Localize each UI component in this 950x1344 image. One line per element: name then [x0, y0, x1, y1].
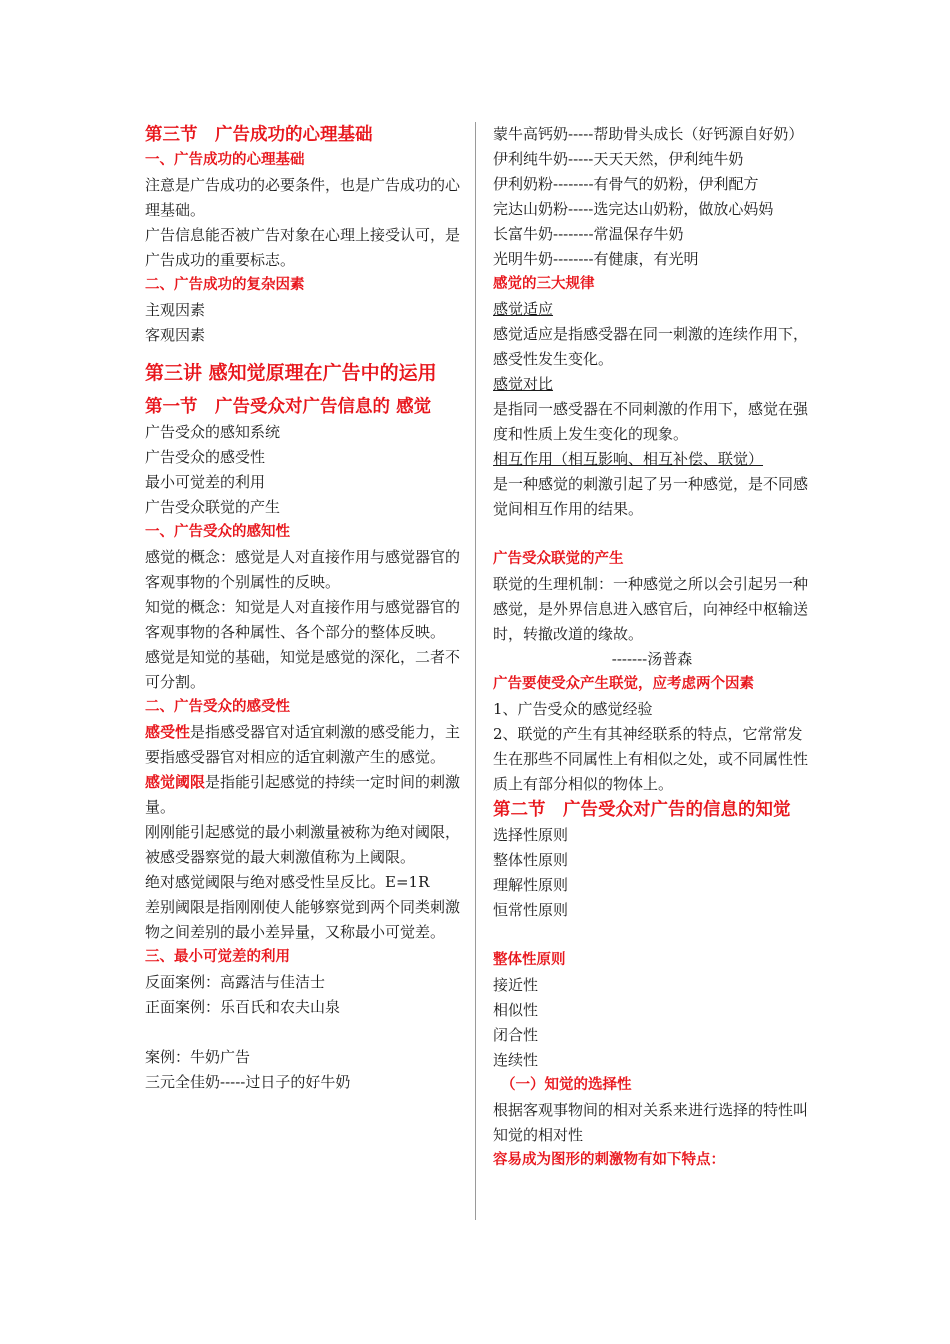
list-item: 最小可觉差的利用	[145, 473, 266, 491]
list-item: 恒常性原则	[493, 901, 569, 919]
list-item: 广告受众联觉的产生	[145, 498, 281, 516]
definition: 是指感受器官对适宜刺激的感受能力，主要指感受器官对相应的适宜刺激产生的感觉。	[145, 723, 461, 766]
list-item: 闭合性	[493, 1026, 539, 1044]
paragraph: 伊利纯牛奶-----天天天然，伊利纯牛奶	[493, 150, 744, 168]
subheading: 二、广告成功的复杂因素	[145, 277, 305, 293]
left-column	[145, 122, 463, 1095]
list-item: 主观因素	[145, 301, 206, 319]
subheading: 一、广告受众的感知性	[145, 524, 290, 540]
list-item: 相似性	[493, 1001, 539, 1019]
list-item: 广告受众的感受性	[145, 448, 266, 466]
paragraph: 完达山奶粉-----选完达山奶粉，做放心妈妈	[493, 200, 774, 218]
list-item: 客观因素	[145, 326, 206, 344]
subheading: 二、广告受众的感受性	[145, 699, 290, 715]
paragraph: 广告信息能否被广告对象在心理上接受认可，是广告成功的重要标志。	[145, 226, 461, 269]
right-column	[493, 122, 811, 1173]
paragraph: 知觉的概念：知觉是人对直接作用与感觉器官的客观事物的各种属性、各个部分的整体反映。	[145, 598, 461, 641]
list-item: 选择性原则	[493, 826, 569, 844]
subheading: 广告受众联觉的产生	[493, 551, 624, 567]
list-item: 接近性	[493, 976, 539, 994]
lecture-title: 第三讲 感知觉原理在广告中的运用	[145, 362, 437, 384]
blank-line	[493, 923, 811, 948]
paragraph: 注意是广告成功的必要条件，也是广告成功的心理基础。	[145, 176, 461, 219]
paragraph: 伊利奶粉--------有骨气的奶粉，伊利配方	[493, 175, 759, 193]
subheading: （一）知觉的选择性	[501, 1077, 632, 1093]
subheading: 整体性原则	[493, 952, 566, 968]
subheading: 广告要使受众产生联觉，应考虑两个因素	[493, 676, 754, 692]
paragraph: 三元全佳奶-----过日子的好牛奶	[145, 1073, 351, 1091]
paragraph: 绝对感觉阈限与绝对感受性呈反比。E=1R	[145, 873, 430, 891]
paragraph: 刚刚能引起感觉的最小刺激量被称为绝对阈限，被感受器察觉的最大刺激值称为上阈限。	[145, 823, 461, 866]
blank-line	[145, 1020, 463, 1045]
paragraph: 感觉的概念：感觉是人对直接作用与感觉器官的客观事物的个别属性的反映。	[145, 548, 461, 591]
column-divider	[475, 122, 476, 1220]
paragraph: 是一种感觉的刺激引起了另一种感觉，是不同感觉间相互作用的结果。	[493, 475, 809, 518]
subheading: 容易成为图形的刺激物有如下特点：	[493, 1152, 725, 1168]
section-title: 第一节 广告受众对广告信息的 感觉	[145, 397, 432, 417]
term: 感觉阈限	[145, 773, 206, 791]
paragraph: 差别阈限是指刚刚使人能够察觉到两个同类刺激物之间差别的最小差异量，又称最小可觉差。	[145, 898, 461, 941]
list-item: 连续性	[493, 1051, 539, 1069]
list-item: 理解性原则	[493, 876, 569, 894]
paragraph: 反面案例：高露洁与佳洁士	[145, 973, 326, 991]
subheading: 感觉的三大规律	[493, 276, 595, 292]
underlined-term: 相互作用（相互影响、相互补偿、联觉）	[493, 450, 764, 468]
paragraph: 1、广告受众的感觉经验	[493, 700, 653, 718]
paragraph: 联觉的生理机制：一种感觉之所以会引起另一种感觉，是外界信息进入感官后，向神经中枢输送时，转撤改道的缘故。	[493, 575, 809, 643]
paragraph	[145, 720, 463, 770]
list-item: 整体性原则	[493, 851, 569, 869]
term: 感受性	[145, 723, 191, 741]
paragraph: 2、联觉的产生有其神经联系的特点，它常常发生在那些不同属性上有相似之处，或不同属性性质上有部分相似的物体上。	[493, 725, 809, 793]
definition: 是指能引起感觉的持续一定时间的刺激量。	[145, 773, 461, 816]
paragraph: 光明牛奶--------有健康，有光明	[493, 250, 699, 268]
section-title: 第三节 广告成功的心理基础	[145, 125, 373, 145]
paragraph: 根据客观事物间的相对关系来进行选择的特性叫知觉的相对性	[493, 1101, 809, 1144]
subheading: 一、广告成功的心理基础	[145, 152, 305, 168]
attribution: -------汤普森	[611, 650, 693, 668]
paragraph: 案例：牛奶广告	[145, 1048, 251, 1066]
underlined-term: 感觉对比	[493, 375, 554, 393]
subheading: 三、最小可觉差的利用	[145, 949, 290, 965]
paragraph	[145, 770, 463, 820]
list-item: 广告受众的感知系统	[145, 423, 281, 441]
section-title: 第二节 广告受众对广告的信息的知觉	[493, 800, 791, 820]
paragraph: 感觉是知觉的基础，知觉是感觉的深化，二者不可分割。	[145, 648, 461, 691]
paragraph: 长富牛奶--------常温保存牛奶	[493, 225, 684, 243]
underlined-term: 感觉适应	[493, 300, 554, 318]
paragraph: 蒙牛高钙奶-----帮助骨头成长（好钙源自好奶）	[493, 125, 804, 143]
blank-line	[493, 522, 811, 547]
paragraph: 正面案例：乐百氏和农夫山泉	[145, 998, 341, 1016]
paragraph: 是指同一感受器在不同刺激的作用下，感觉在强度和性质上发生变化的现象。	[493, 400, 809, 443]
paragraph: 感觉适应是指感受器在同一刺激的连续作用下，感受性发生变化。	[493, 325, 809, 368]
